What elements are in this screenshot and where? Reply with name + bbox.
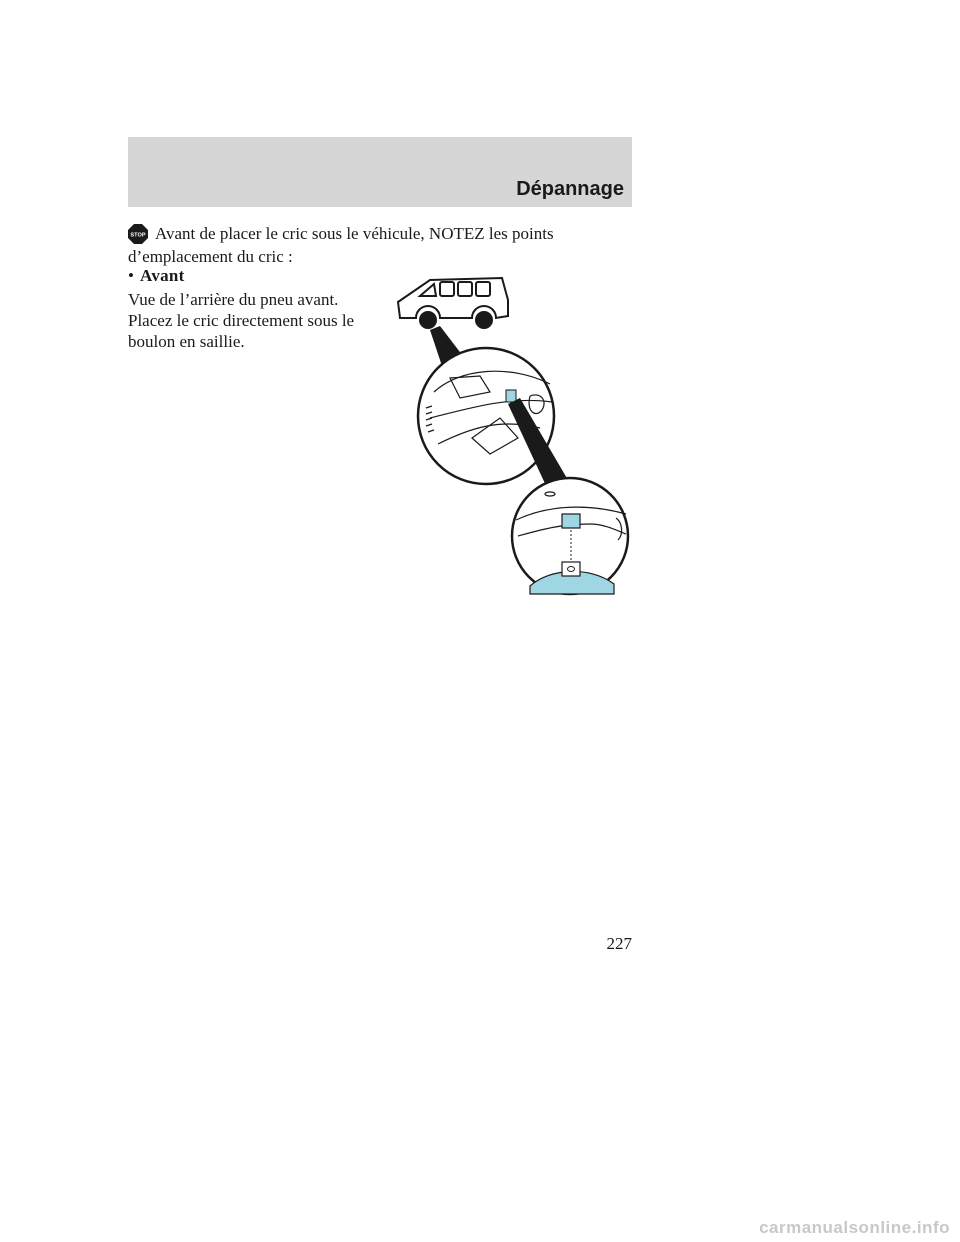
watermark: carmanualsonline.info (759, 1218, 950, 1237)
bullet-label: Avant (140, 266, 185, 285)
page-number: 227 (606, 934, 632, 953)
jack-point-closeup (512, 478, 628, 594)
warning-text: Avant de placer le cric sous le véhicule, NOTEZ les points d’emplacement du cric : (128, 224, 554, 266)
bullet-item-front (128, 264, 185, 287)
section-title: Dépannage (516, 178, 624, 200)
jack-point-description: Vue de l’arrière du pneu avant. Placez le cric directement sous le boulon en saillie. (128, 290, 355, 351)
jack-point-marker (506, 390, 516, 402)
header-band (128, 137, 632, 207)
bullet-marker: • (128, 266, 134, 285)
wheel-detail-circle (418, 348, 554, 484)
stop-icon-label: STOP (130, 232, 146, 239)
jack-point-illustration (390, 268, 650, 608)
vehicle-icon (398, 278, 508, 328)
